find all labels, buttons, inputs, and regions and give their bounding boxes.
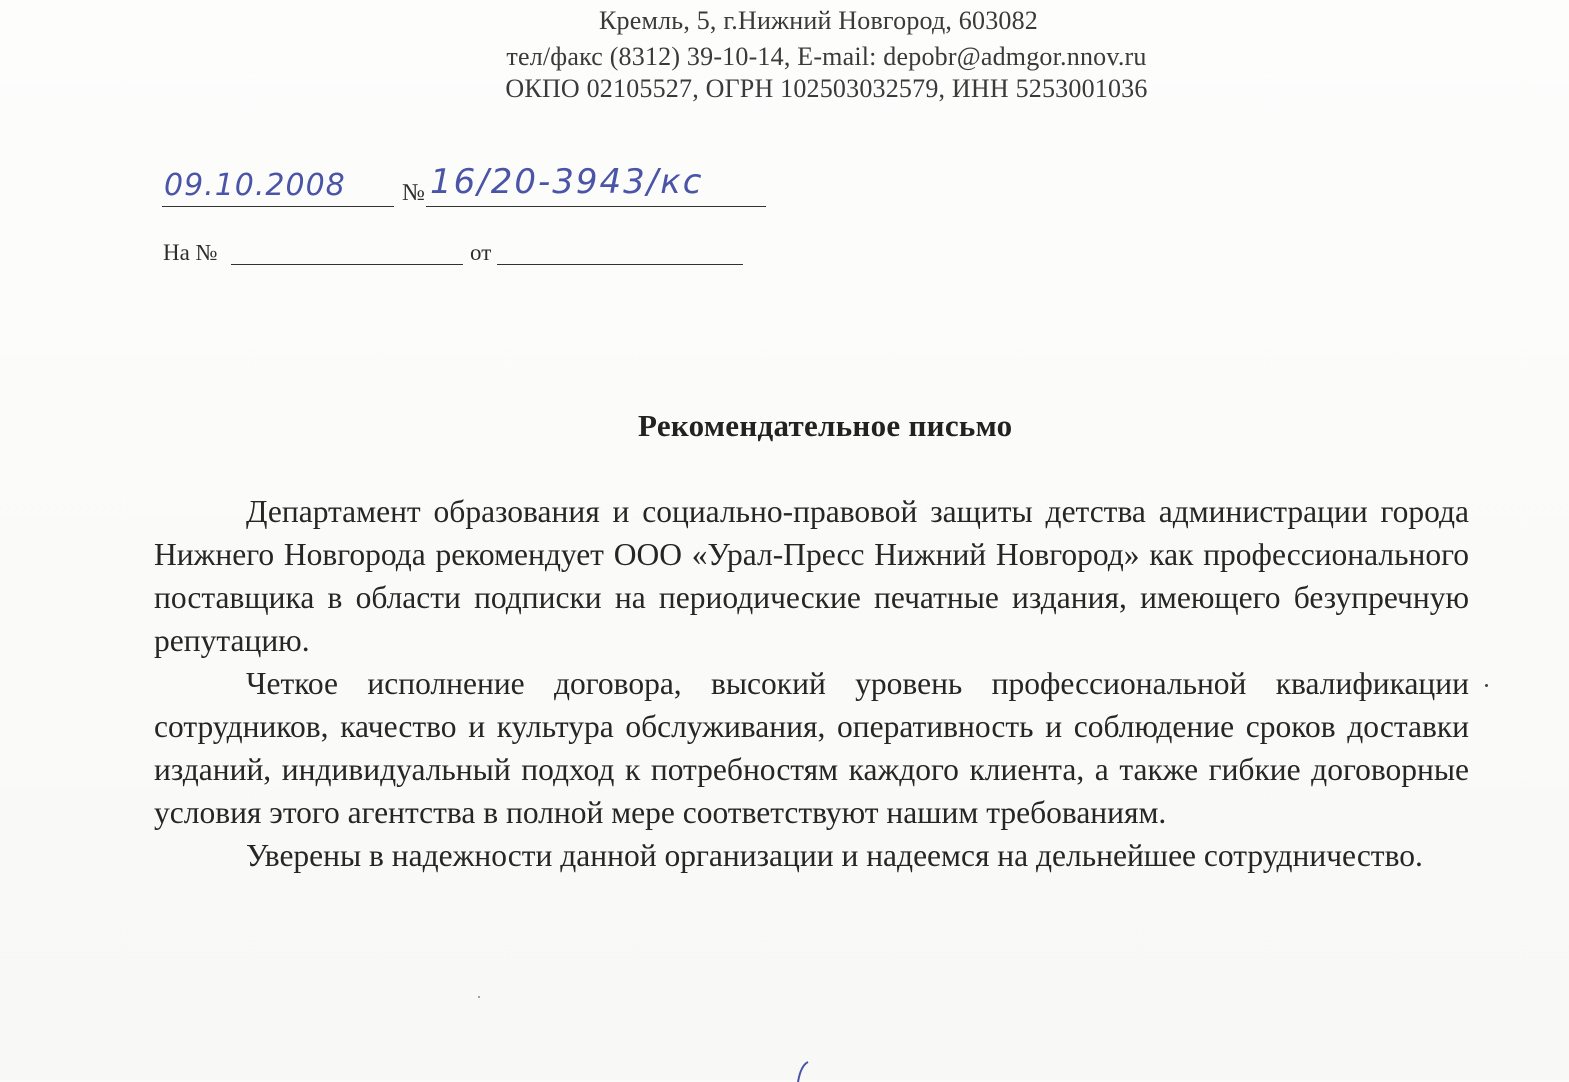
signature-stroke-icon [788, 1060, 818, 1082]
reply-reference [163, 240, 763, 270]
outgoing-reference [162, 162, 802, 212]
scan-speck [478, 996, 480, 998]
letterhead-contacts: тел/факс (8312) 39-10-14, E-mail: depobr@admgor.nnov.ru [506, 42, 1147, 71]
handwritten-date: 09.10.2008 [164, 168, 346, 203]
reply-number-label: На № [163, 240, 218, 265]
document-title: Рекомендательное письмо [638, 408, 1013, 443]
paragraph-closing: Уверены в надежности данной организации и надеемся на дельнейшее сотрудничество. [246, 838, 1423, 873]
number-sign: № [402, 180, 425, 206]
scan-speck [1485, 684, 1488, 687]
paragraph-qualities: Четкое исполнение договора, высокий уровень профессиональной квалификации сотрудников, качество и культура обслуживания, оперативность и соблюдение сроков доставки изданий, индивидуальный подход к потребностям каждого клиента, а также гибкие договорные условия этого агентства в полной мере соответствуют нашим требованиям. [154, 666, 1469, 830]
reply-date-label: от [470, 240, 492, 265]
letterhead-address: Кремль, 5, г.Нижний Новгород, 603082 [598, 6, 1039, 35]
paragraph-recommendation: Департамент образования и социально-правовой защиты детства администрации города Нижнего Новгорода рекомендует ООО «Урал-Пресс Нижний Новгород» как профессионального поставщика в области подписки на периодические печатные издания, имеющего безупречную репутацию. [154, 494, 1469, 658]
date-underline [162, 206, 394, 207]
letter-body [154, 490, 1469, 877]
letterhead-registry: ОКПО 02105527, ОГРН 102503032579, ИНН 5253001036 [505, 74, 1148, 103]
handwritten-number: 16/20-3943/кс [430, 162, 704, 202]
number-underline [426, 206, 766, 207]
reply-number-blank [231, 264, 463, 265]
reply-date-blank [497, 264, 743, 265]
